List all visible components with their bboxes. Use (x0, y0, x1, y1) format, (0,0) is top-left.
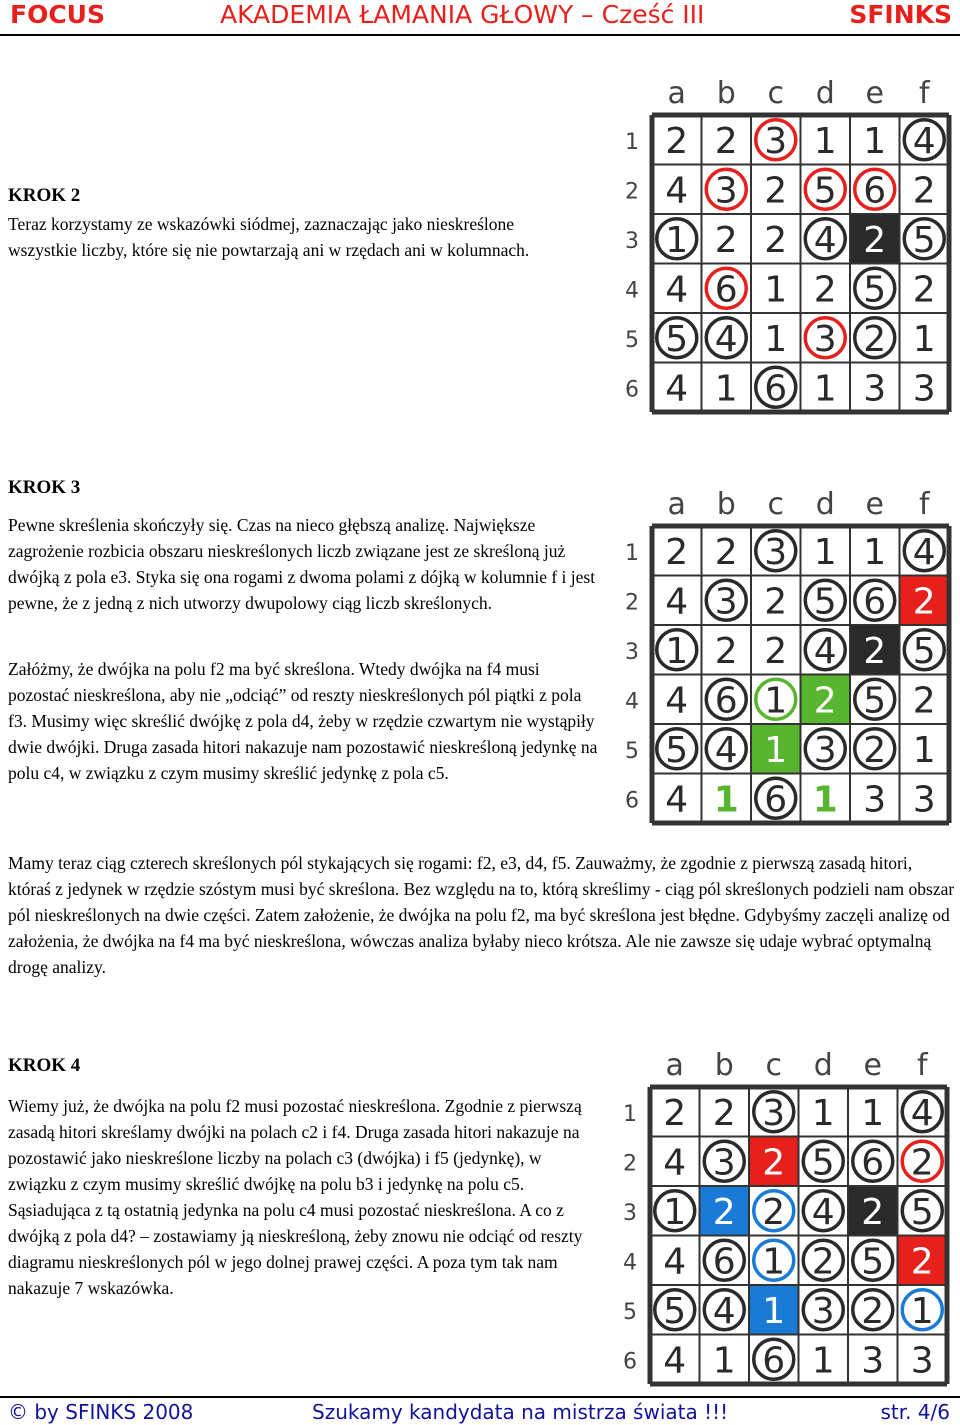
row-label-2: 2 (623, 1151, 637, 1177)
cell-value: 3 (863, 779, 887, 821)
cell-value: 6 (861, 1142, 885, 1184)
cell-value: 5 (665, 729, 689, 771)
page-header (0, 0, 960, 34)
row-label-3: 3 (625, 639, 639, 665)
row-label-5: 5 (625, 738, 639, 764)
step-3-paragraph-3: Mamy teraz ciąg czterech skreślonych pól stykających się rogami: f2, e3, d4, f5. Zauważmy, że zgodnie z pierwszą zasadą hitori, któraś z jedynek w rzędzie szóstym musi być skreślona. Bez względu na to, którą skreślimy - ciąg pól skreślonych podzieli nam obszar pól nieskreślonych na dwie części. Zatem założenie, że dwójka na polu f2, ma być skreślona jest błędne. Gdybyśmy zaczęli analizę od założenia, że dwójka na f4 ma być nieskreślona, wówczas analiza byłaby nieco krótsza. Ale nie zawsze się udaje wybrać optymalną drogę analizy. (8, 853, 955, 977)
cell-value: 4 (665, 269, 689, 311)
column-label-a: a (667, 487, 686, 522)
cell-value: 5 (813, 581, 837, 623)
row-label-4: 4 (625, 278, 639, 304)
cell-value: 1 (714, 368, 738, 410)
header-author: SFINKS (849, 0, 952, 29)
cell-value: 5 (863, 269, 887, 311)
row-label-5: 5 (623, 1299, 637, 1325)
cell-value: 3 (712, 1142, 736, 1184)
cell-value: 3 (813, 318, 837, 360)
cell-value: 3 (863, 368, 887, 410)
cell-value: 4 (665, 581, 689, 623)
cell-value: 1 (912, 318, 936, 360)
row-label-1: 1 (623, 1101, 637, 1127)
cell-value: 2 (863, 219, 887, 261)
cell-value: 2 (813, 269, 837, 311)
cell-value: 4 (813, 219, 837, 261)
column-label-b: b (716, 76, 736, 111)
cell-value: 6 (764, 779, 788, 821)
column-label-d: d (815, 76, 835, 111)
cell-value: 4 (663, 1241, 687, 1283)
cell-value: 5 (861, 1241, 885, 1283)
cell-value: 2 (764, 219, 788, 261)
cell-value: 2 (714, 219, 738, 261)
row-label-3: 3 (625, 228, 639, 254)
cell-value: 2 (811, 1241, 835, 1283)
cell-value: 6 (863, 170, 887, 212)
cell-value: 2 (861, 1290, 885, 1332)
column-label-c: c (767, 76, 784, 111)
cell-value: 5 (863, 680, 887, 722)
column-label-d: d (815, 487, 835, 522)
footer-copyright: © by SFINKS 2008 (8, 1400, 194, 1424)
column-label-f: f (918, 76, 930, 111)
step-3-paragraph-1: Pewne skreślenia skończyły się. Czas na nieco głębszą analizę. Największe zagrożenie rozbicia obszaru nieskreślonych liczb związane jest ze skreśloną już dwójką z pola e3. Styka się ona rogami z dwoma polami z dójką w kolumnie f i jest pewne, że z jedną z nich utworzy dwupolowy ciąg liczb skreślonych. (8, 515, 596, 613)
cell-value: 2 (863, 630, 887, 672)
cell-value: 3 (912, 779, 936, 821)
row-label-4: 4 (625, 689, 639, 715)
cell-value: 2 (910, 1142, 934, 1184)
row-label-6: 6 (625, 788, 639, 814)
cell-value: 2 (665, 531, 689, 573)
cell-value: 3 (912, 368, 936, 410)
column-label-e: e (863, 1048, 882, 1083)
cell-value: 4 (665, 368, 689, 410)
cell-value: 1 (863, 531, 887, 573)
cell-value: 1 (764, 729, 788, 771)
footer-page-number: str. 4/6 (880, 1400, 950, 1424)
cell-value: 1 (762, 1241, 786, 1283)
cell-value: 4 (712, 1290, 736, 1332)
row-label-3: 3 (623, 1200, 637, 1226)
column-label-f: f (916, 1048, 928, 1083)
cell-value: 3 (764, 531, 788, 573)
diagram-step-2 (620, 75, 955, 415)
column-label-b: b (714, 1048, 734, 1083)
cell-value: 2 (912, 269, 936, 311)
cell-value: 6 (762, 1340, 786, 1382)
cell-value: 1 (912, 729, 936, 771)
cell-value: 2 (910, 1241, 934, 1283)
cell-value: 3 (813, 729, 837, 771)
cell-value: 1 (861, 1092, 885, 1134)
cell-value: 4 (813, 630, 837, 672)
cell-value: 5 (665, 318, 689, 360)
cell-value: 1 (764, 269, 788, 311)
cell-value: 1 (813, 368, 837, 410)
cell-value: 1 (665, 630, 689, 672)
cell-value: 4 (912, 120, 936, 162)
cell-value: 6 (712, 1241, 736, 1283)
cell-value: 2 (912, 680, 936, 722)
cell-value: 4 (714, 318, 738, 360)
cell-value: 1 (812, 779, 838, 821)
cell-value: 1 (712, 1340, 736, 1382)
footer-slogan: Szukamy kandydata na mistrza świata !!! (312, 1400, 729, 1424)
row-label-2: 2 (625, 179, 639, 205)
cell-value: 4 (714, 729, 738, 771)
header-brand: FOCUS (10, 0, 105, 29)
cell-value: 2 (863, 318, 887, 360)
row-label-5: 5 (625, 327, 639, 353)
column-label-c: c (767, 487, 784, 522)
row-label-1: 1 (625, 129, 639, 155)
cell-value: 1 (764, 680, 788, 722)
header-title: AKADEMIA ŁAMANIA GŁOWY – Cześć III (220, 0, 705, 29)
cell-value: 3 (764, 120, 788, 162)
cell-value: 4 (663, 1142, 687, 1184)
cell-value: 1 (813, 531, 837, 573)
cell-value: 5 (663, 1290, 687, 1332)
cell-value: 3 (861, 1340, 885, 1382)
cell-value: 4 (665, 779, 689, 821)
page-footer (0, 1398, 960, 1425)
row-label-4: 4 (623, 1250, 637, 1276)
cell-value: 1 (813, 120, 837, 162)
step-2-text: Teraz korzystamy ze wskazówki siódmej, zaznaczając jako nieskreślone wszystkie liczby, które się nie powtarzają ani w rzędach ani w kolumnach. (8, 214, 530, 260)
diagram-step-3 (620, 486, 955, 826)
cell-value: 4 (912, 531, 936, 573)
cell-value: 1 (811, 1340, 835, 1382)
column-label-e: e (865, 487, 884, 522)
cell-value: 1 (762, 1290, 786, 1332)
column-label-e: e (865, 76, 884, 111)
cell-value: 2 (764, 630, 788, 672)
row-label-2: 2 (625, 590, 639, 616)
cell-value: 4 (663, 1340, 687, 1382)
cell-value: 2 (912, 581, 936, 623)
row-label-6: 6 (623, 1349, 637, 1375)
step-2-title: KROK 2 (8, 185, 81, 206)
header-divider (0, 34, 960, 36)
row-label-1: 1 (625, 540, 639, 566)
cell-value: 3 (811, 1290, 835, 1332)
cell-value: 2 (762, 1142, 786, 1184)
cell-value: 5 (912, 630, 936, 672)
cell-value: 2 (764, 170, 788, 212)
cell-value: 1 (663, 1191, 687, 1233)
step-3-title: KROK 3 (8, 477, 81, 498)
cell-value: 2 (762, 1191, 786, 1233)
cell-value: 1 (764, 318, 788, 360)
cell-value: 2 (714, 531, 738, 573)
cell-value: 6 (714, 269, 738, 311)
cell-value: 3 (714, 581, 738, 623)
column-label-b: b (716, 487, 736, 522)
row-label-6: 6 (625, 377, 639, 403)
cell-value: 1 (863, 120, 887, 162)
cell-value: 2 (714, 120, 738, 162)
cell-value: 2 (665, 120, 689, 162)
cell-value: 5 (811, 1142, 835, 1184)
cell-value: 1 (811, 1092, 835, 1134)
column-label-d: d (813, 1048, 833, 1083)
cell-value: 4 (665, 170, 689, 212)
cell-value: 6 (764, 368, 788, 410)
column-label-f: f (918, 487, 930, 522)
cell-value: 5 (910, 1191, 934, 1233)
cell-value: 5 (813, 170, 837, 212)
cell-value: 5 (912, 219, 936, 261)
cell-value: 2 (813, 680, 837, 722)
cell-value: 1 (910, 1290, 934, 1332)
step-3-paragraph-2: Załóżmy, że dwójka na polu f2 ma być skreślona. Wtedy dwójka na f4 musi pozostać nieskreślona, aby nie „odciąć” od reszty nieskreślonych pól piątki z pola f3. Musimy więc skreślić dwójkę z pola d4, żeby w rzędzie czwartym nie wystąpiły dwie dwójki. Druga zasada hitori nakazuje nam pozostawić nieskreśloną jedynkę na polu c4, w związku z czym musimy skreślić jedynkę z pola c5. (8, 659, 598, 783)
cell-value: 6 (714, 680, 738, 722)
cell-value: 1 (713, 779, 739, 821)
column-label-a: a (667, 76, 686, 111)
cell-value: 2 (861, 1191, 885, 1233)
cell-value: 3 (910, 1340, 934, 1382)
cell-value: 2 (764, 581, 788, 623)
diagram-step-4 (618, 1047, 953, 1387)
cell-value: 2 (663, 1092, 687, 1134)
cell-value: 2 (712, 1092, 736, 1134)
cell-value: 1 (665, 219, 689, 261)
cell-value: 3 (762, 1092, 786, 1134)
cell-value: 2 (863, 729, 887, 771)
cell-value: 2 (912, 170, 936, 212)
cell-value: 4 (910, 1092, 934, 1134)
cell-value: 3 (714, 170, 738, 212)
column-label-a: a (665, 1048, 684, 1083)
step-4-text: Wiemy już, że dwójka na polu f2 musi pozostać nieskreślona. Zgodnie z pierwszą zasadą hitori skreślamy dwójki na polach c2 i f4. Druga zasada hitori nakazuje na pozostawić jako nieskreślone liczby na polach c3 (dwójka) i f5 (jedynkę), w związku z czym musimy skreślić dwójkę na polu b3 i jedynkę na polu c5. Sąsiadująca z tą ostatnią jedynka na polu c4 musi pozostać nieskreślona. A co z dwójką z pola d4? – zostawiamy ją nieskreśloną, żeby znowu nie odciąć od reszty diagramu nieskreślonych pól w jego dolnej prawej części. A poza tym tak nam nakazuje 7 wskazówka. (8, 1096, 583, 1298)
cell-value: 2 (712, 1191, 736, 1233)
cell-value: 6 (863, 581, 887, 623)
step-4-title: KROK 4 (8, 1055, 81, 1076)
cell-value: 4 (665, 680, 689, 722)
cell-value: 2 (714, 630, 738, 672)
cell-value: 4 (811, 1191, 835, 1233)
column-label-c: c (765, 1048, 782, 1083)
